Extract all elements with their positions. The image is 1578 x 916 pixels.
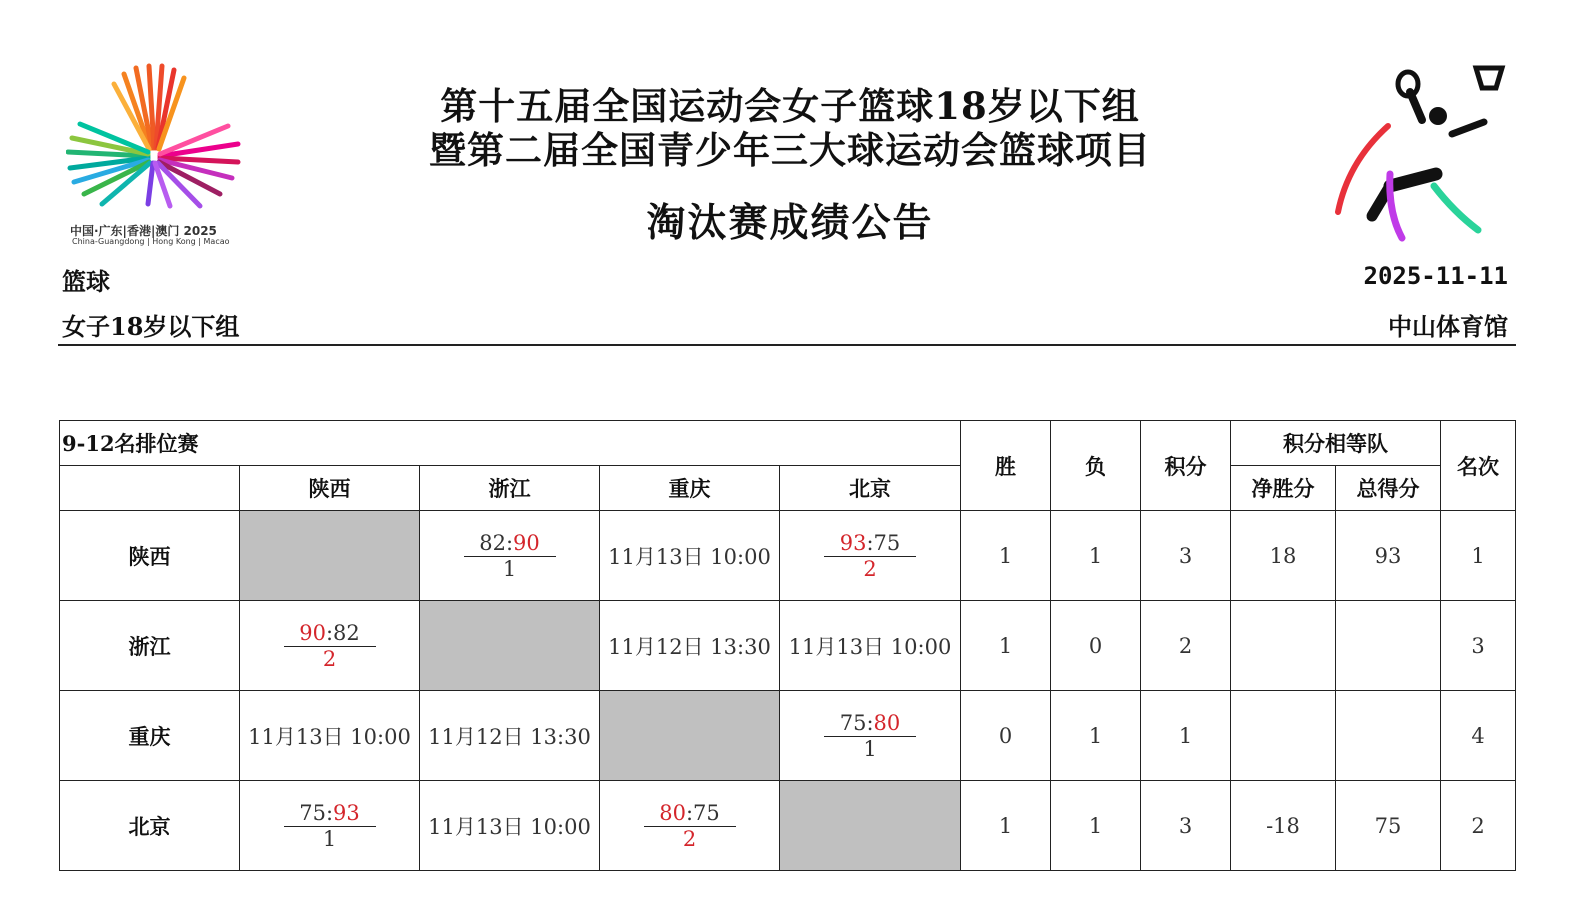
scheduled-match-cell: 11月12日 13:30 bbox=[600, 601, 780, 691]
score-block bbox=[824, 710, 916, 761]
scheduled-match-cell: 11月13日 10:00 bbox=[600, 511, 780, 601]
logo-caption: 中国·广东|香港|澳门 2025 bbox=[70, 224, 217, 238]
date-label: 2025-11-11 bbox=[1363, 262, 1508, 290]
header-team-zhejiang: 浙江 bbox=[420, 466, 600, 511]
opponent-score: 90 bbox=[513, 531, 540, 555]
score-line bbox=[284, 800, 376, 827]
header-divider bbox=[58, 344, 1516, 346]
rank-cell: 2 bbox=[1441, 781, 1516, 871]
header-points: 积分 bbox=[1141, 421, 1231, 511]
net-points-cell bbox=[1231, 691, 1336, 781]
net-points-cell bbox=[1231, 601, 1336, 691]
scheduled-match-cell: 11月12日 13:30 bbox=[420, 691, 600, 781]
match-points: 1 bbox=[863, 737, 877, 761]
points-cell: 1 bbox=[1141, 691, 1231, 781]
row-team-name: 重庆 bbox=[60, 691, 240, 781]
points-cell: 3 bbox=[1141, 781, 1231, 871]
match-points: 2 bbox=[322, 647, 337, 671]
match-result-cell bbox=[780, 691, 961, 781]
self-match-cell bbox=[600, 691, 780, 781]
score-line bbox=[824, 530, 916, 557]
venue-label: 中山体育馆 bbox=[1388, 312, 1508, 341]
score-separator: : bbox=[685, 801, 694, 825]
header-tie-group: 积分相等队 bbox=[1231, 421, 1441, 466]
own-score: 90 bbox=[299, 621, 326, 645]
points-cell: 2 bbox=[1141, 601, 1231, 691]
announcement-title: 淘汰赛成绩公告 bbox=[646, 200, 934, 246]
match-result-cell bbox=[780, 511, 961, 601]
own-score: 82 bbox=[479, 531, 506, 555]
score-separator: : bbox=[325, 801, 334, 825]
table-row bbox=[60, 601, 1516, 691]
header-team-beijing: 北京 bbox=[780, 466, 961, 511]
match-points: 2 bbox=[682, 827, 697, 851]
own-score: 80 bbox=[659, 801, 686, 825]
total-points-cell bbox=[1336, 601, 1441, 691]
match-points: 1 bbox=[322, 827, 337, 851]
results-table bbox=[59, 420, 1516, 871]
net-points-cell: 18 bbox=[1231, 511, 1336, 601]
header-corner bbox=[60, 466, 240, 511]
score-block bbox=[284, 620, 376, 671]
match-points: 2 bbox=[863, 557, 877, 581]
wins-cell: 1 bbox=[961, 511, 1051, 601]
losses-cell: 1 bbox=[1051, 691, 1141, 781]
wins-cell: 1 bbox=[961, 781, 1051, 871]
score-line bbox=[284, 620, 376, 647]
losses-cell: 0 bbox=[1051, 601, 1141, 691]
opponent-score: 93 bbox=[333, 801, 360, 825]
opponent-score: 75 bbox=[873, 531, 901, 555]
own-score: 75 bbox=[299, 801, 326, 825]
points-cell: 3 bbox=[1141, 511, 1231, 601]
wins-cell: 0 bbox=[961, 691, 1051, 781]
score-separator: : bbox=[325, 621, 334, 645]
games-logo bbox=[66, 56, 242, 252]
match-points: 1 bbox=[502, 557, 517, 581]
self-match-cell bbox=[780, 781, 961, 871]
total-points-cell: 75 bbox=[1336, 781, 1441, 871]
match-result-cell bbox=[240, 601, 420, 691]
group-label: 女子18岁以下组 bbox=[62, 312, 240, 341]
rank-cell: 3 bbox=[1441, 601, 1516, 691]
row-team-name: 陕西 bbox=[60, 511, 240, 601]
score-block bbox=[284, 800, 376, 851]
scheduled-match-cell: 11月13日 10:00 bbox=[240, 691, 420, 781]
score-separator: : bbox=[505, 531, 514, 555]
score-block bbox=[464, 530, 556, 581]
self-match-cell bbox=[420, 601, 600, 691]
header-win: 胜 bbox=[961, 421, 1051, 511]
title-line-1: 第十五届全国运动会女子篮球18岁以下组 bbox=[440, 84, 1140, 128]
score-block bbox=[824, 530, 916, 581]
rank-cell: 1 bbox=[1441, 511, 1516, 601]
match-result-cell bbox=[420, 511, 600, 601]
losses-cell: 1 bbox=[1051, 781, 1141, 871]
total-points-cell bbox=[1336, 691, 1441, 781]
header-team-shaanxi: 陕西 bbox=[240, 466, 420, 511]
score-line bbox=[824, 710, 916, 737]
three-ball-emblem-icon bbox=[1330, 62, 1510, 244]
three-ball-logo bbox=[1330, 62, 1510, 244]
score-line bbox=[464, 530, 556, 557]
losses-cell: 1 bbox=[1051, 511, 1141, 601]
row-team-name: 浙江 bbox=[60, 601, 240, 691]
own-score: 75 bbox=[839, 711, 867, 735]
match-result-cell bbox=[240, 781, 420, 871]
table-row bbox=[60, 511, 1516, 601]
score-separator: : bbox=[866, 531, 874, 555]
score-line bbox=[644, 800, 736, 827]
table-row bbox=[60, 691, 1516, 781]
score-block bbox=[644, 800, 736, 851]
rank-cell: 4 bbox=[1441, 691, 1516, 781]
title-line-2: 暨第二届全国青少年三大球运动会篮球项目 bbox=[429, 128, 1151, 172]
total-points-cell: 93 bbox=[1336, 511, 1441, 601]
wins-cell: 1 bbox=[961, 601, 1051, 691]
opponent-score: 82 bbox=[333, 621, 360, 645]
match-result-cell bbox=[600, 781, 780, 871]
scheduled-match-cell: 11月13日 10:00 bbox=[780, 601, 961, 691]
self-match-cell bbox=[240, 511, 420, 601]
scheduled-match-cell: 11月13日 10:00 bbox=[420, 781, 600, 871]
logo-subcaption: China-Guangdong | Hong Kong | Macao bbox=[72, 237, 230, 246]
stage-label: 9-12名排位赛 bbox=[60, 421, 961, 466]
header-team-chongqing: 重庆 bbox=[600, 466, 780, 511]
sport-label: 篮球 bbox=[62, 267, 110, 296]
header-net-points: 净胜分 bbox=[1231, 466, 1336, 511]
row-team-name: 北京 bbox=[60, 781, 240, 871]
header-loss: 负 bbox=[1051, 421, 1141, 511]
header-rank: 名次 bbox=[1441, 421, 1516, 511]
net-points-cell: -18 bbox=[1231, 781, 1336, 871]
score-separator: : bbox=[866, 711, 874, 735]
opponent-score: 75 bbox=[693, 801, 720, 825]
results-body bbox=[60, 511, 1516, 871]
opponent-score: 80 bbox=[873, 711, 901, 735]
own-score: 93 bbox=[839, 531, 867, 555]
table-row bbox=[60, 781, 1516, 871]
header-total-points: 总得分 bbox=[1336, 466, 1441, 511]
